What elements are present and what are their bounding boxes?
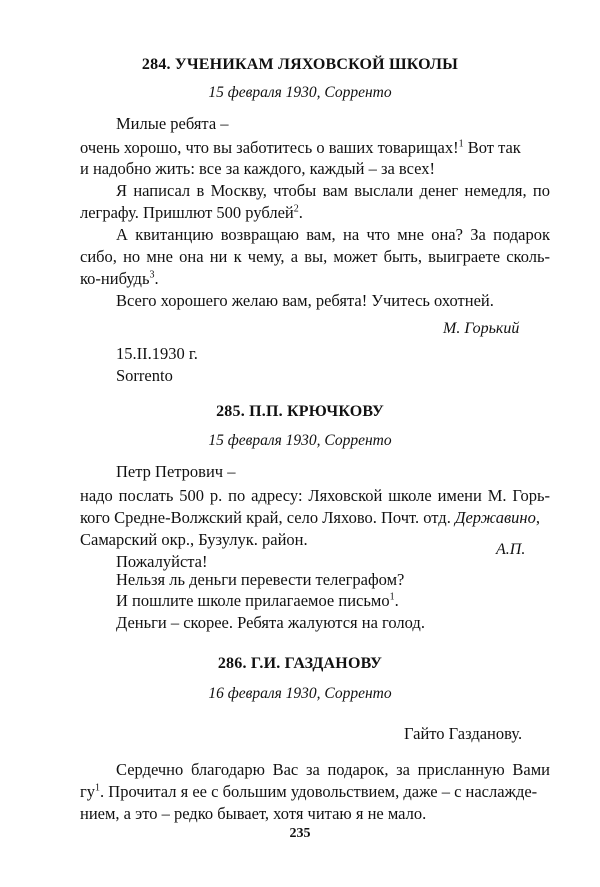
letter-284-place-line: Sorrento [116, 366, 173, 385]
letter-285-line-1: надо послать 500 р. по адресу: Ляховской школе имени М. Горь- [80, 486, 550, 505]
letter-284-line-1-text: очень хорошо, что вы заботитесь о ваших товарищах! [80, 138, 459, 157]
letter-284-line-2: и надобно жить: все за каждого, каждый – за всех! [80, 159, 435, 178]
letter-285-line-4: Пожалуйста! [116, 552, 208, 571]
letter-286-date: 16 февраля 1930, Сорренто [208, 685, 392, 702]
letter-286-addressee: Гайто Газданову. [404, 724, 523, 743]
letter-285-ps-2-tail: . [394, 591, 399, 610]
letter-284-line-1-tail: Вот так [463, 138, 521, 157]
letter-284-date: 15 февраля 1930, Сорренто [208, 84, 392, 101]
letter-284-date-line: 15.II.1930 г. [116, 344, 198, 363]
letter-285-line-2-italic: Державино [454, 508, 536, 527]
letter-284-line-7 [80, 268, 550, 290]
letter-284-title: 284. УЧЕНИКАМ ЛЯХОВСКОЙ ШКОЛЫ [141, 56, 459, 73]
letter-285-ps-2 [116, 590, 586, 612]
letter-285-title: 285. П.П. КРЮЧКОВУ [216, 403, 384, 420]
letter-284-line-4 [80, 202, 550, 224]
letter-284-line-6: сибо, но мне она ни к чему, а вы, может быть, выиграете сколь- [80, 247, 550, 266]
footnote-marker: 3 [149, 269, 155, 281]
letter-285-date: 15 февраля 1930, Сорренто [208, 432, 392, 449]
letter-286-line-3: нием, а это – редко бывает, хотя читаю я не мало. [80, 804, 427, 823]
letter-284-signature: М. Горький [443, 320, 520, 337]
letter-285-ps-1: Нельзя ль деньги перевести телеграфом? [116, 570, 405, 589]
letter-284-line-8: Всего хорошего желаю вам, ребята! Учитесь охотней. [116, 291, 494, 310]
letter-286-line-2-tail: . Прочитал я ее с большим удовольствием, даже – с наслажде- [100, 782, 538, 801]
letter-285-line-2 [80, 507, 550, 529]
letter-284-line-4-text: леграфу. Пришлют 500 рублей [80, 203, 294, 222]
page-number: 235 [289, 826, 311, 841]
letter-284-line-7-tail: . [154, 269, 159, 288]
letter-284-line-1 [80, 137, 550, 159]
footnote-marker: 1 [389, 591, 395, 603]
letter-284-greeting: Милые ребята – [116, 114, 229, 133]
letter-285-ps-2-text: И пошлите школе прилагаемое письмо [116, 591, 390, 610]
letter-286-title: 286. Г.И. ГАЗДАНОВУ [217, 655, 383, 672]
letter-284-line-7-text: ко-нибудь [80, 269, 150, 288]
letter-285-line-3: Самарский окр., Бузулук. район. [80, 530, 308, 549]
letter-285-line-2-text: кого Средне-Волжский край, село Ляхово. Почт. отд. [80, 508, 455, 527]
letter-286-line-2 [80, 781, 550, 803]
letter-284-line-4-tail: . [298, 203, 303, 222]
letter-284-line-3: Я написал в Москву, чтобы вам выслали денег немедля, по [116, 181, 550, 200]
footnote-marker: 1 [458, 138, 464, 150]
letter-285-ps-3: Деньги – скорее. Ребята жалуются на голод. [116, 613, 425, 632]
letter-286-line-2-text: гу [80, 782, 96, 801]
letter-286-line-1: Сердечно благодарю Вас за подарок, за присланную Вами [116, 760, 550, 779]
footnote-marker: 2 [293, 203, 299, 215]
letter-285-greeting: Петр Петрович – [116, 462, 236, 481]
letter-284-line-5: А квитанцию возвращаю вам, на что мне она? За подарок [116, 225, 550, 244]
letter-285-signature: А.П. [496, 541, 526, 558]
letter-285-line-2-tail: , [535, 508, 540, 527]
footnote-marker: 1 [95, 782, 101, 794]
